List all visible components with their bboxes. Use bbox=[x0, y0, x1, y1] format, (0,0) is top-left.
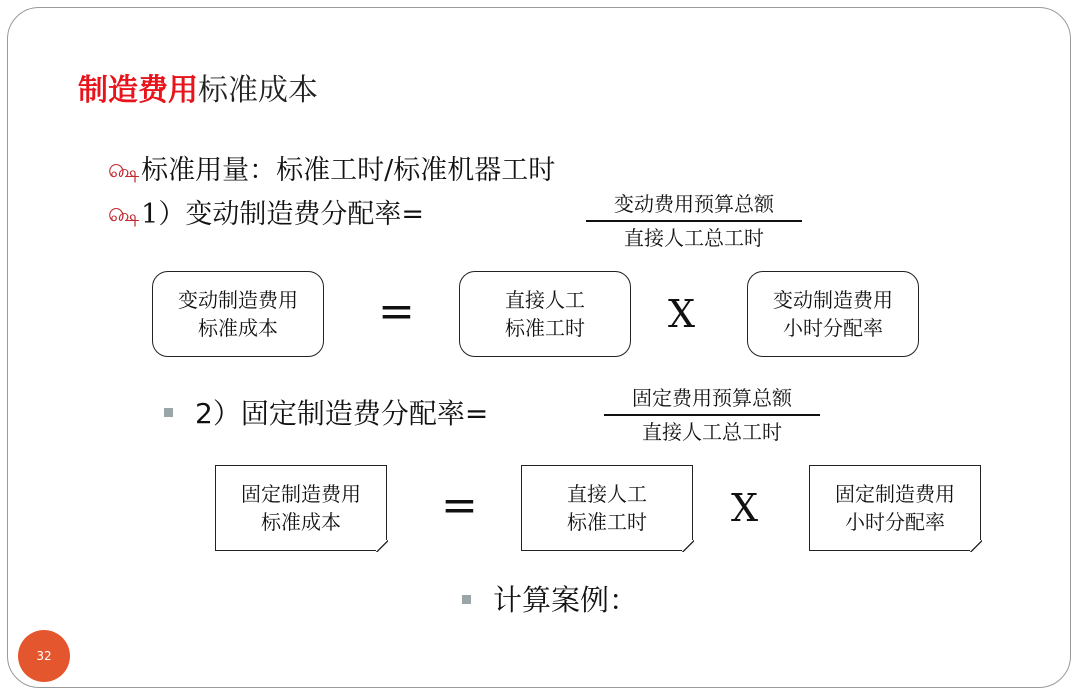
box-line: 小时分配率 bbox=[845, 510, 945, 534]
box-line: 标准成本 bbox=[261, 510, 341, 534]
box-line: 直接人工 bbox=[505, 288, 585, 312]
bullet-standard-usage bbox=[108, 152, 555, 189]
box-line: 变动制造费用 bbox=[773, 288, 893, 312]
bullet-example bbox=[462, 582, 638, 618]
box-variable-standard-cost bbox=[152, 271, 324, 357]
box-line: 标准成本 bbox=[198, 316, 278, 340]
title-highlight: 制造费用 bbox=[78, 73, 198, 108]
box-line: 小时分配率 bbox=[783, 316, 883, 340]
fraction-denominator: 直接人工总工时 bbox=[642, 420, 782, 444]
fraction-denominator: 直接人工总工时 bbox=[624, 226, 764, 250]
box-direct-labor-hours bbox=[521, 465, 693, 551]
fraction-numerator: 变动费用预算总额 bbox=[614, 192, 774, 216]
box-line: 标准工时 bbox=[567, 510, 647, 534]
box-line: 标准工时 bbox=[505, 316, 585, 340]
equals-sign: = bbox=[378, 286, 415, 337]
box-line: 直接人工 bbox=[567, 482, 647, 506]
swirl-bullet-icon: ௸ bbox=[108, 158, 140, 182]
box-line: 变动制造费用 bbox=[178, 288, 298, 312]
title-rest: 标准成本 bbox=[198, 73, 318, 108]
multiply-sign: X bbox=[668, 292, 696, 336]
square-bullet-icon bbox=[462, 595, 471, 604]
page-number-badge bbox=[18, 630, 70, 682]
bullet-standard-usage-text: 标准用量：标准工时/标准机器工时 bbox=[141, 155, 556, 186]
bullet-example-text: 计算案例： bbox=[493, 583, 639, 617]
bullet-fixed-rate-text: 2）固定制造费分配率= bbox=[195, 397, 489, 430]
box-fixed-hourly-rate bbox=[809, 465, 981, 551]
fraction-bar bbox=[586, 220, 802, 222]
multiply-sign: X bbox=[731, 486, 759, 530]
bullet-variable-rate bbox=[108, 196, 424, 233]
box-line: 固定制造费用 bbox=[835, 482, 955, 506]
bullet-variable-rate-text: 1）变动制造费分配率= bbox=[141, 199, 424, 230]
box-direct-labor-hours bbox=[459, 271, 631, 357]
fraction-numerator: 固定费用预算总额 bbox=[632, 386, 792, 410]
fraction-fixed-rate bbox=[604, 384, 820, 446]
swirl-bullet-icon: ௸ bbox=[108, 202, 140, 226]
bullet-fixed-rate bbox=[164, 396, 488, 432]
box-fixed-standard-cost bbox=[215, 465, 387, 551]
page-number: 32 bbox=[36, 649, 52, 663]
fraction-bar bbox=[604, 414, 820, 416]
equals-sign: = bbox=[441, 480, 478, 531]
box-line: 固定制造费用 bbox=[241, 482, 361, 506]
fraction-variable-rate bbox=[586, 190, 802, 252]
slide-title bbox=[78, 70, 318, 112]
box-variable-hourly-rate bbox=[747, 271, 919, 357]
square-bullet-icon bbox=[164, 408, 173, 417]
